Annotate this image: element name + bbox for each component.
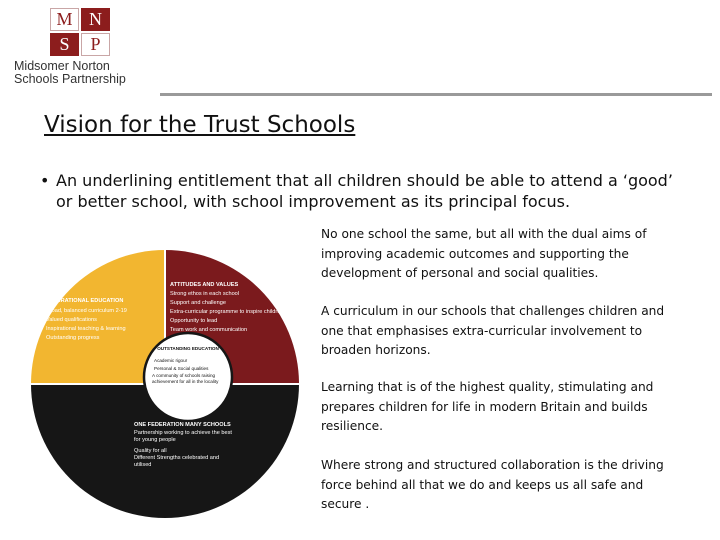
bullet-icon: • xyxy=(40,171,50,190)
attitudes-item-3: Extra-curricular programme to inspire children xyxy=(170,309,284,315)
center-item-1: Academic rigour xyxy=(154,358,188,363)
inspirational-item-4: Outstanding progress xyxy=(46,335,100,341)
logo-wordmark xyxy=(14,60,138,86)
attitudes-item-2: Support and challenge xyxy=(170,300,226,306)
center-item-3: A community of schools raising achievement for all in the locality xyxy=(152,373,219,384)
federation-heading: ONE FEDERATION MANY SCHOOLS xyxy=(134,422,231,428)
federation-item-1-box xyxy=(134,430,234,446)
main-bullet xyxy=(40,170,680,212)
inspirational-item-3: Inspirational teaching & learning xyxy=(46,326,126,332)
logo-letter-p: P xyxy=(81,33,110,56)
logo-mark xyxy=(50,8,110,56)
inspirational-item-1: Broad, balanced curriculum 2-19 xyxy=(46,308,127,314)
attitudes-item-1: Strong ethos in each school xyxy=(170,291,240,297)
attitudes-item-4: Opportunity to lead xyxy=(170,318,218,324)
federation-item-1: Partnership working to achieve the best for young people xyxy=(134,430,232,443)
vision-paragraph-2: A curriculum in our schools that challenges children and one that emphasises extra-curricular involvement to broaden horizons. xyxy=(321,304,665,357)
logo-line-2: Schools Partnership xyxy=(14,72,126,86)
center-heading: OUTSTANDING EDUCATION xyxy=(157,346,219,351)
attitudes-heading: ATTITUDES AND VALUES xyxy=(170,282,239,288)
logo-letter-m: M xyxy=(50,8,79,31)
vision-paragraph-1: No one school the same, but all with the dual aims of improving academic outcomes and supporting the development of personal and social qualities. xyxy=(321,227,647,280)
header-rule xyxy=(160,93,712,96)
logo-letter-s: S xyxy=(50,33,79,56)
inspirational-heading: INSPIRATIONAL EDUCATION xyxy=(46,298,124,304)
slide-title: Vision for the Trust Schools xyxy=(44,112,356,138)
attitudes-item-5: Team work and communication xyxy=(170,327,248,333)
federation-item-3: Different Strengths celebrated and utilised xyxy=(134,455,220,468)
inspirational-item-2: Valued qualifications xyxy=(46,317,97,323)
vision-paragraph-4: Where strong and structured collaboration is the driving force behind all that we do and keeps us all safe and secure . xyxy=(321,458,664,511)
vision-paragraph-3: Learning that is of the highest quality, stimulating and prepares children for life in modern Britain and builds resilience. xyxy=(321,380,654,433)
logo-line-1: Midsomer Norton xyxy=(14,59,110,73)
center-item-2: Personal & Social qualities xyxy=(154,366,209,371)
bullet-text: An underlining entitlement that all children should be able to attend a ‘good’ or better school, with school improvement as its principal focus. xyxy=(56,171,673,211)
federation-item-3-box xyxy=(134,455,234,471)
logo-letter-n: N xyxy=(81,8,110,31)
vision-wheel-diagram xyxy=(30,240,300,522)
federation-item-2: Quality for all xyxy=(134,448,167,454)
center-item-3-box xyxy=(152,373,224,407)
